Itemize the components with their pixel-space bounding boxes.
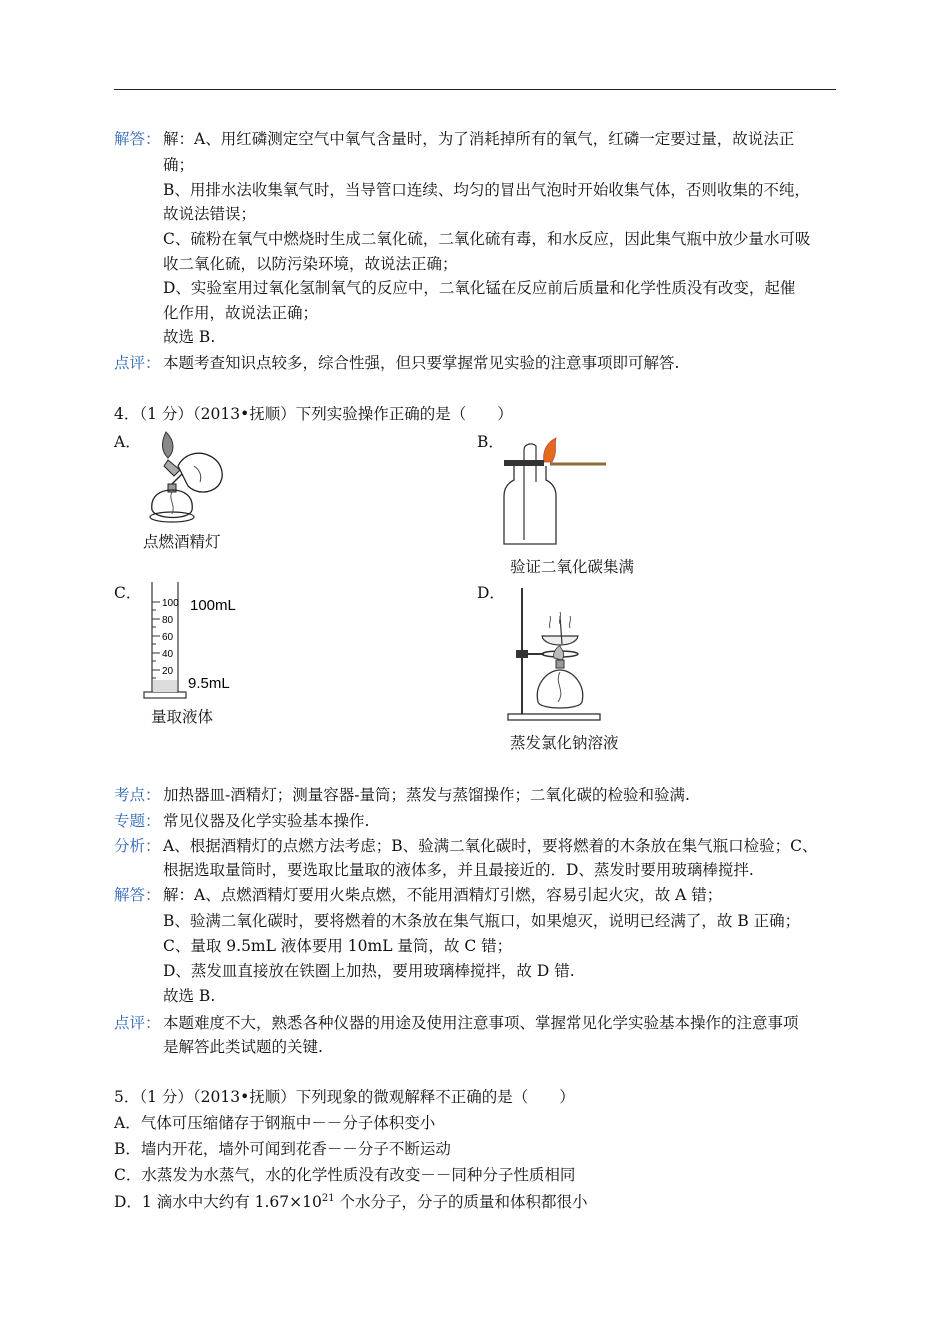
- q4-solution-line: D、蒸发皿直接放在铁圈上加热，要用玻璃棒搅拌，故 D 错.: [163, 962, 575, 980]
- q3-solution-line: 确；: [163, 156, 195, 174]
- q4-analysis-line: 根据选取量筒时，要选取比量取的液体多，并且最接近的．D、蒸发时要用玻璃棒搅拌.: [163, 861, 754, 879]
- q4-point-line: 加热器皿-酒精灯；测量容器-量筒；蒸发与蒸馏操作；二氧化碳的检验和验满.: [163, 786, 690, 804]
- q5-option-c: C．水蒸发为水蒸气，水的化学性质没有改变－－同种分子性质相同: [114, 1166, 576, 1184]
- q3-solution-label: 解答：: [114, 130, 161, 148]
- q4-option-c-caption: 量取液体: [151, 708, 214, 726]
- cylinder-tick-label: 100: [162, 598, 179, 609]
- q3-comment-label: 点评：: [114, 354, 161, 372]
- cylinder-tick-label: 40: [162, 649, 174, 660]
- q3-comment-line: 本题考查知识点较多，综合性强，但只要掌握常见实验的注意事项即可解答.: [163, 354, 680, 372]
- q4-comment-line: 是解答此类试题的关键.: [163, 1038, 323, 1056]
- q4-solution-line: B、验满二氧化碳时，要将燃着的木条放在集气瓶口，如果熄灭，说明已经满了，故 B 正确；: [163, 912, 801, 930]
- q5-stem: 5．（1 分）（2013•抚顺）下列现象的微观解释不正确的是（ ）: [114, 1088, 575, 1106]
- q4-analysis-label: 分析：: [114, 837, 161, 855]
- q4-point-label: 考点：: [114, 786, 161, 804]
- q5-option-b: B．墙内开花，墙外可闻到花香－－分子不断运动: [114, 1140, 451, 1158]
- co2-collection-bottle-figure: [502, 432, 612, 552]
- q3-solution-line: 解：A、用红磷测定空气中氧气含量时，为了消耗掉所有的氧气，红磷一定要过量，故说法正: [163, 130, 795, 148]
- q5-option-d-prefix: D．1 滴水中大约有 1.67×10: [114, 1193, 322, 1211]
- evaporation-setup-figure: [504, 584, 604, 724]
- lit-alcohol-lamp-figure: [138, 430, 233, 530]
- q4-option-a-letter: A．: [114, 433, 141, 451]
- q5-option-d-exponent: 21: [321, 1193, 335, 1204]
- q3-solution-line: 故选 B.: [163, 328, 216, 346]
- q4-comment-label: 点评：: [114, 1014, 161, 1032]
- q3-solution-line: C、硫粉在氧气中燃烧时生成二氧化硫，二氧化硫有毒，和水反应，因此集气瓶中放少量水可吸: [163, 230, 811, 248]
- q4-option-d-caption: 蒸发氯化钠溶液: [510, 734, 619, 752]
- q3-solution-line: 故说法错误；: [163, 205, 257, 223]
- q4-solution-line: 解：A、点燃酒精灯要用火柴点燃，不能用酒精灯引燃，容易引起火灾，故 A 错；: [163, 886, 723, 904]
- cylinder-tick-label: 20: [162, 666, 174, 677]
- cylinder-tick-label: 60: [162, 632, 174, 643]
- q3-solution-line: 收二氧化硫，以防污染环境，故说法正确；: [163, 255, 458, 273]
- q3-solution-line: B、用排水法收集氧气时，当导管口连续、均匀的冒出气泡时开始收集气体，否则收集的不纯，: [163, 181, 810, 199]
- q4-topic-line: 常见仪器及化学实验基本操作.: [163, 812, 370, 830]
- q4-solution-line: C、量取 9.5mL 液体要用 10mL 量筒，故 C 错；: [163, 937, 513, 955]
- q4-option-b-letter: B．: [477, 433, 504, 451]
- q4-option-b-caption: 验证二氧化碳集满: [510, 558, 635, 576]
- q4-analysis-line: A、根据酒精灯的点燃方法考虑；B、验满二氧化碳时，要将燃着的木条放在集气瓶口检验；C、: [163, 837, 818, 855]
- q5-option-a: A．气体可压缩储存于钢瓶中－－分子体积变小: [114, 1114, 436, 1132]
- q3-solution-line: 化作用，故说法正确；: [163, 304, 319, 322]
- q4-solution-line: 故选 B.: [163, 987, 216, 1005]
- cylinder-volume-label: 100mL: [190, 597, 236, 614]
- graduated-cylinder-figure: [140, 578, 250, 703]
- q3-solution-line: D、实验室用过氧化氢制氧气的反应中，二氧化锰在反应前后质量和化学性质没有改变，起催: [163, 279, 796, 297]
- q4-stem: 4．（1 分）（2013•抚顺）下列实验操作正确的是（ ）: [114, 405, 513, 423]
- q4-option-d-letter: D．: [477, 584, 505, 602]
- q5-option-d-suffix: 个水分子，分子的质量和体积都很小: [334, 1193, 588, 1211]
- q4-option-a-caption: 点燃酒精灯: [143, 533, 221, 551]
- q4-topic-label: 专题：: [114, 812, 161, 830]
- q4-comment-line: 本题难度不大，熟悉各种仪器的用途及使用注意事项、掌握常见化学实验基本操作的注意事项: [163, 1014, 799, 1032]
- cylinder-reading-label: 9.5mL: [188, 675, 230, 692]
- q5-option-d: [114, 1192, 588, 1212]
- header-rule: [114, 89, 836, 90]
- q4-solution-label: 解答：: [114, 886, 161, 904]
- cylinder-tick-label: 80: [162, 615, 174, 626]
- q4-option-c-letter: C．: [114, 584, 142, 602]
